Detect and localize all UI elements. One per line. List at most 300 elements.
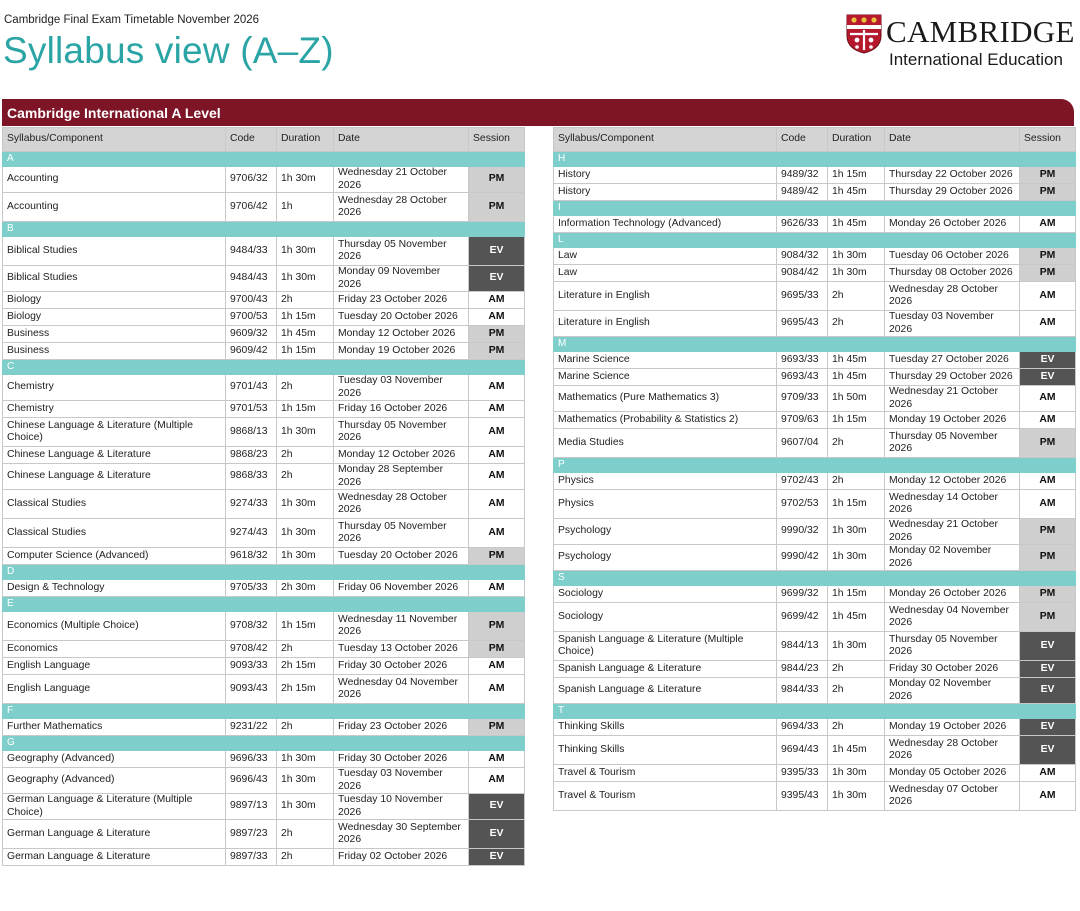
cell-code: 9706/42: [226, 193, 277, 222]
cell-duration: 2h: [277, 375, 334, 401]
table-row: [554, 167, 1076, 184]
cell-date: Tuesday 20 October 2026: [334, 548, 469, 565]
cell-code: 9084/32: [777, 248, 828, 265]
cell-code: 9609/42: [226, 343, 277, 360]
cell-duration: 1h 45m: [828, 216, 885, 233]
cell-duration: 2h: [277, 719, 334, 736]
section-letter-row: [3, 152, 525, 167]
cell-date: Monday 28 September 2026: [334, 464, 469, 490]
cell-duration: 1h 30m: [277, 519, 334, 548]
cell-code: 9693/33: [777, 352, 828, 369]
section-letter: C: [3, 360, 525, 375]
cell-code: 9708/32: [226, 612, 277, 641]
section-letter-row: [554, 337, 1076, 352]
cell-date: Thursday 05 November 2026: [885, 632, 1020, 661]
cell-session: AM: [1020, 311, 1076, 337]
cell-code: 9274/43: [226, 519, 277, 548]
cell-session: PM: [469, 548, 525, 565]
section-letter-row: [3, 736, 525, 751]
cell-session: PM: [469, 193, 525, 222]
cell-syllabus: Chinese Language & Literature: [3, 464, 226, 490]
cell-session: PM: [1020, 586, 1076, 603]
cell-session: EV: [469, 237, 525, 266]
cell-session: EV: [1020, 352, 1076, 369]
cell-session: PM: [1020, 519, 1076, 545]
table-row: [3, 658, 525, 675]
table-row: [554, 782, 1076, 811]
cell-code: 9701/43: [226, 375, 277, 401]
cell-syllabus: Travel & Tourism: [554, 765, 777, 782]
cell-duration: 2h: [828, 429, 885, 458]
table-row: [554, 369, 1076, 386]
table-row: [3, 309, 525, 326]
cell-code: 9699/32: [777, 586, 828, 603]
section-letter-row: [554, 233, 1076, 248]
cell-code: 9702/43: [777, 473, 828, 490]
cell-session: AM: [1020, 490, 1076, 519]
cell-code: 9696/33: [226, 751, 277, 768]
cell-code: 9868/23: [226, 447, 277, 464]
cell-duration: 2h 15m: [277, 675, 334, 704]
table-row: [554, 386, 1076, 412]
cell-duration: 2h: [828, 661, 885, 678]
cell-syllabus: Classical Studies: [3, 490, 226, 519]
cell-duration: 1h 15m: [828, 412, 885, 429]
cell-syllabus: Law: [554, 248, 777, 265]
col-header-date: Date: [334, 128, 469, 152]
cell-date: Monday 09 November 2026: [334, 266, 469, 292]
cell-code: 9484/33: [226, 237, 277, 266]
cell-date: Monday 19 October 2026: [885, 412, 1020, 429]
cell-session: AM: [469, 292, 525, 309]
table-row: [3, 237, 525, 266]
section-letter: E: [3, 597, 525, 612]
cell-session: EV: [1020, 678, 1076, 704]
section-letter: P: [554, 458, 1076, 473]
cell-session: AM: [469, 464, 525, 490]
cell-duration: 1h 30m: [277, 548, 334, 565]
cell-syllabus: Biology: [3, 309, 226, 326]
cell-code: 9274/33: [226, 490, 277, 519]
cell-date: Wednesday 11 November 2026: [334, 612, 469, 641]
cell-date: Monday 02 November 2026: [885, 545, 1020, 571]
cell-code: 9868/33: [226, 464, 277, 490]
cell-session: PM: [469, 719, 525, 736]
cell-duration: 2h: [277, 292, 334, 309]
cell-duration: 1h 15m: [277, 309, 334, 326]
cell-syllabus: Computer Science (Advanced): [3, 548, 226, 565]
cell-syllabus: Classical Studies: [3, 519, 226, 548]
cell-date: Friday 23 October 2026: [334, 719, 469, 736]
cell-date: Thursday 05 November 2026: [334, 418, 469, 447]
table-row: [554, 519, 1076, 545]
table-row: [554, 412, 1076, 429]
cell-date: Monday 26 October 2026: [885, 586, 1020, 603]
table-row: [3, 375, 525, 401]
section-letter-row: [3, 222, 525, 237]
cell-duration: 1h 15m: [277, 343, 334, 360]
cell-session: EV: [469, 266, 525, 292]
cell-code: 9708/42: [226, 641, 277, 658]
cell-session: EV: [1020, 369, 1076, 386]
cell-date: Monday 12 October 2026: [334, 447, 469, 464]
cell-date: Tuesday 06 October 2026: [885, 248, 1020, 265]
cell-date: Wednesday 14 October 2026: [885, 490, 1020, 519]
cell-code: 9607/04: [777, 429, 828, 458]
cell-session: AM: [469, 418, 525, 447]
table-row: [3, 751, 525, 768]
cell-date: Tuesday 10 November 2026: [334, 794, 469, 820]
cell-duration: 2h: [277, 447, 334, 464]
cell-code: 9395/43: [777, 782, 828, 811]
cell-date: Friday 16 October 2026: [334, 401, 469, 418]
cell-date: Friday 30 October 2026: [334, 751, 469, 768]
table-row: [554, 661, 1076, 678]
cell-syllabus: Thinking Skills: [554, 719, 777, 736]
table-row: [554, 632, 1076, 661]
table-row: [554, 429, 1076, 458]
cell-date: Monday 02 November 2026: [885, 678, 1020, 704]
cell-date: Monday 12 October 2026: [334, 326, 469, 343]
cell-date: Thursday 05 November 2026: [334, 237, 469, 266]
cell-date: Thursday 05 November 2026: [885, 429, 1020, 458]
logo-subtitle: International Education: [889, 50, 1063, 69]
cell-duration: 1h 45m: [828, 603, 885, 632]
cell-session: PM: [1020, 184, 1076, 201]
cell-duration: 2h: [828, 282, 885, 311]
cell-duration: 1h 30m: [828, 782, 885, 811]
section-letter: D: [3, 565, 525, 580]
cell-code: 9990/32: [777, 519, 828, 545]
section-letter: L: [554, 233, 1076, 248]
section-letter: A: [3, 152, 525, 167]
cell-duration: 1h 15m: [277, 612, 334, 641]
cell-syllabus: Chemistry: [3, 401, 226, 418]
section-letter: F: [3, 704, 525, 719]
cell-syllabus: Spanish Language & Literature: [554, 661, 777, 678]
cell-syllabus: Biblical Studies: [3, 266, 226, 292]
cell-syllabus: Marine Science: [554, 369, 777, 386]
cell-code: 9699/42: [777, 603, 828, 632]
cell-code: 9084/42: [777, 265, 828, 282]
cell-session: AM: [469, 447, 525, 464]
cell-duration: 2h: [277, 641, 334, 658]
col-header-duration: Duration: [828, 128, 885, 152]
cell-session: PM: [1020, 429, 1076, 458]
cell-syllabus: Geography (Advanced): [3, 751, 226, 768]
cell-syllabus: Information Technology (Advanced): [554, 216, 777, 233]
cell-date: Tuesday 13 October 2026: [334, 641, 469, 658]
cell-date: Wednesday 21 October 2026: [885, 386, 1020, 412]
cell-code: 9990/42: [777, 545, 828, 571]
cell-syllabus: Geography (Advanced): [3, 768, 226, 794]
cell-code: 9844/23: [777, 661, 828, 678]
cell-session: PM: [1020, 545, 1076, 571]
cell-session: EV: [469, 794, 525, 820]
cell-code: 9897/23: [226, 820, 277, 849]
table-row: [554, 736, 1076, 765]
cell-syllabus: Design & Technology: [3, 580, 226, 597]
cell-duration: 2h 30m: [277, 580, 334, 597]
table-row: [554, 352, 1076, 369]
section-letter: T: [554, 704, 1076, 719]
cell-duration: 1h 30m: [277, 768, 334, 794]
cell-duration: 1h 30m: [277, 490, 334, 519]
cell-syllabus: English Language: [3, 658, 226, 675]
cell-session: PM: [1020, 167, 1076, 184]
timetable-label: Cambridge Final Exam Timetable November 2026: [4, 14, 260, 26]
cell-code: 9844/13: [777, 632, 828, 661]
cell-date: Friday 06 November 2026: [334, 580, 469, 597]
timetable-left: [2, 127, 525, 866]
cell-code: 9705/33: [226, 580, 277, 597]
cell-session: PM: [1020, 265, 1076, 282]
table-row: [3, 849, 525, 866]
section-letter: I: [554, 201, 1076, 216]
col-header-syllabus: Syllabus/Component: [554, 128, 777, 152]
cell-code: 9093/33: [226, 658, 277, 675]
table-row: [3, 675, 525, 704]
cell-duration: 1h 45m: [277, 326, 334, 343]
cell-code: 9706/32: [226, 167, 277, 193]
table-row: [3, 490, 525, 519]
cell-syllabus: Biology: [3, 292, 226, 309]
cell-duration: 2h: [828, 473, 885, 490]
cell-syllabus: Chinese Language & Literature (Multiple Choice): [3, 418, 226, 447]
cell-syllabus: Marine Science: [554, 352, 777, 369]
cell-date: Thursday 05 November 2026: [334, 519, 469, 548]
cell-duration: 1h 30m: [828, 632, 885, 661]
cell-syllabus: Business: [3, 343, 226, 360]
cell-session: AM: [469, 519, 525, 548]
cell-session: AM: [1020, 765, 1076, 782]
cell-date: Monday 26 October 2026: [885, 216, 1020, 233]
cell-session: AM: [469, 490, 525, 519]
table-row: [554, 248, 1076, 265]
cell-code: 9868/13: [226, 418, 277, 447]
timetable-right: [553, 127, 1076, 811]
cell-code: 9695/33: [777, 282, 828, 311]
logo-wordmark: CAMBRIDGE: [886, 14, 1075, 49]
section-letter: S: [554, 571, 1076, 586]
cell-duration: 2h: [828, 311, 885, 337]
cell-syllabus: Spanish Language & Literature: [554, 678, 777, 704]
cell-date: Friday 30 October 2026: [334, 658, 469, 675]
cell-date: Friday 30 October 2026: [885, 661, 1020, 678]
cell-duration: 2h: [277, 849, 334, 866]
cell-duration: 2h: [277, 464, 334, 490]
cell-code: 9626/33: [777, 216, 828, 233]
cell-code: 9897/13: [226, 794, 277, 820]
table-row: [3, 193, 525, 222]
page-title: Syllabus view (A–Z): [3, 30, 334, 71]
cell-syllabus: German Language & Literature: [3, 820, 226, 849]
cell-session: PM: [1020, 248, 1076, 265]
cell-syllabus: Mathematics (Pure Mathematics 3): [554, 386, 777, 412]
cell-session: AM: [469, 580, 525, 597]
cell-session: EV: [469, 820, 525, 849]
cell-date: Friday 02 October 2026: [334, 849, 469, 866]
table-row: [3, 167, 525, 193]
cell-code: 9484/43: [226, 266, 277, 292]
cell-syllabus: Spanish Language & Literature (Multiple Choice): [554, 632, 777, 661]
section-letter-row: [554, 571, 1076, 586]
cell-code: 9489/42: [777, 184, 828, 201]
cell-duration: 1h 30m: [828, 545, 885, 571]
cell-date: Wednesday 21 October 2026: [334, 167, 469, 193]
cell-duration: 2h: [828, 719, 885, 736]
cell-duration: 1h 30m: [828, 765, 885, 782]
cell-syllabus: Business: [3, 326, 226, 343]
cell-duration: 1h 30m: [277, 237, 334, 266]
cell-syllabus: Travel & Tourism: [554, 782, 777, 811]
cell-duration: 1h 15m: [828, 586, 885, 603]
section-letter-row: [3, 565, 525, 580]
cell-session: AM: [469, 768, 525, 794]
cell-session: AM: [1020, 412, 1076, 429]
cell-code: 9489/32: [777, 167, 828, 184]
cell-syllabus: History: [554, 184, 777, 201]
table-row: [3, 794, 525, 820]
table-row: [554, 473, 1076, 490]
cell-session: PM: [469, 343, 525, 360]
cell-session: EV: [1020, 736, 1076, 765]
qualification-banner: Cambridge International A Level: [2, 99, 1074, 126]
cell-syllabus: Further Mathematics: [3, 719, 226, 736]
cell-session: AM: [469, 658, 525, 675]
cell-duration: 1h 15m: [828, 167, 885, 184]
cell-duration: 1h 50m: [828, 386, 885, 412]
cell-code: 9609/32: [226, 326, 277, 343]
cell-duration: 1h 30m: [277, 167, 334, 193]
cell-session: PM: [469, 612, 525, 641]
cell-code: 9897/33: [226, 849, 277, 866]
section-letter-row: [3, 597, 525, 612]
cell-code: 9709/33: [777, 386, 828, 412]
table-row: [554, 184, 1076, 201]
section-letter: M: [554, 337, 1076, 352]
section-letter: G: [3, 736, 525, 751]
cell-code: 9702/53: [777, 490, 828, 519]
cell-code: 9844/33: [777, 678, 828, 704]
cell-duration: 1h: [277, 193, 334, 222]
cell-date: Monday 12 October 2026: [885, 473, 1020, 490]
cell-session: EV: [1020, 632, 1076, 661]
table-row: [3, 719, 525, 736]
cell-date: Thursday 29 October 2026: [885, 369, 1020, 386]
table-row: [3, 612, 525, 641]
cell-session: EV: [469, 849, 525, 866]
cell-session: AM: [1020, 386, 1076, 412]
cell-session: AM: [1020, 216, 1076, 233]
table-row: [3, 820, 525, 849]
cell-date: Wednesday 21 October 2026: [885, 519, 1020, 545]
cell-duration: 1h 45m: [828, 184, 885, 201]
cell-date: Wednesday 28 October 2026: [885, 282, 1020, 311]
section-letter-row: [554, 704, 1076, 719]
cell-date: Thursday 29 October 2026: [885, 184, 1020, 201]
table-row: [3, 326, 525, 343]
cell-session: AM: [469, 375, 525, 401]
cell-date: Wednesday 28 October 2026: [334, 193, 469, 222]
table-row: [554, 603, 1076, 632]
cell-syllabus: History: [554, 167, 777, 184]
table-row: [554, 765, 1076, 782]
section-letter-row: [554, 201, 1076, 216]
cell-duration: 2h: [828, 678, 885, 704]
cell-syllabus: Economics: [3, 641, 226, 658]
table-row: [3, 580, 525, 597]
section-letter: B: [3, 222, 525, 237]
cell-date: Tuesday 27 October 2026: [885, 352, 1020, 369]
cell-code: 9093/43: [226, 675, 277, 704]
cell-duration: 1h 45m: [828, 736, 885, 765]
table-row: [554, 719, 1076, 736]
section-letter: H: [554, 152, 1076, 167]
cell-syllabus: Sociology: [554, 586, 777, 603]
table-row: [3, 447, 525, 464]
cell-date: Tuesday 03 November 2026: [334, 375, 469, 401]
shield-crest-icon: [846, 14, 882, 54]
cell-syllabus: Physics: [554, 473, 777, 490]
cell-duration: 1h 30m: [277, 751, 334, 768]
cell-code: 9231/22: [226, 719, 277, 736]
table-row: [554, 586, 1076, 603]
cell-date: Tuesday 20 October 2026: [334, 309, 469, 326]
table-row: [3, 418, 525, 447]
cell-date: Wednesday 30 September 2026: [334, 820, 469, 849]
cell-date: Tuesday 03 November 2026: [885, 311, 1020, 337]
table-header-row: [554, 128, 1076, 152]
cell-syllabus: Mathematics (Probability & Statistics 2): [554, 412, 777, 429]
cell-code: 9696/43: [226, 768, 277, 794]
table-row: [3, 464, 525, 490]
cell-code: 9694/33: [777, 719, 828, 736]
col-header-code: Code: [226, 128, 277, 152]
cell-syllabus: Accounting: [3, 193, 226, 222]
cell-syllabus: Law: [554, 265, 777, 282]
table-row: [554, 490, 1076, 519]
cell-code: 9709/63: [777, 412, 828, 429]
cell-duration: 1h 45m: [828, 369, 885, 386]
cell-date: Monday 05 October 2026: [885, 765, 1020, 782]
cell-session: AM: [469, 401, 525, 418]
cell-duration: 1h 30m: [277, 418, 334, 447]
cell-date: Thursday 22 October 2026: [885, 167, 1020, 184]
table-row: [554, 311, 1076, 337]
cell-code: 9700/53: [226, 309, 277, 326]
col-header-date: Date: [885, 128, 1020, 152]
cell-date: Thursday 08 October 2026: [885, 265, 1020, 282]
cell-syllabus: Physics: [554, 490, 777, 519]
cell-syllabus: Thinking Skills: [554, 736, 777, 765]
table-header-row: [3, 128, 525, 152]
col-header-code: Code: [777, 128, 828, 152]
cell-syllabus: Biblical Studies: [3, 237, 226, 266]
table-row: [554, 678, 1076, 704]
col-header-session: Session: [469, 128, 525, 152]
cell-session: PM: [469, 167, 525, 193]
cell-syllabus: Literature in English: [554, 282, 777, 311]
cell-date: Monday 19 October 2026: [334, 343, 469, 360]
cell-date: Monday 19 October 2026: [885, 719, 1020, 736]
cell-duration: 1h 30m: [277, 266, 334, 292]
table-row: [3, 343, 525, 360]
section-letter-row: [3, 360, 525, 375]
section-letter-row: [554, 152, 1076, 167]
col-header-syllabus: Syllabus/Component: [3, 128, 226, 152]
cell-duration: 1h 30m: [828, 248, 885, 265]
